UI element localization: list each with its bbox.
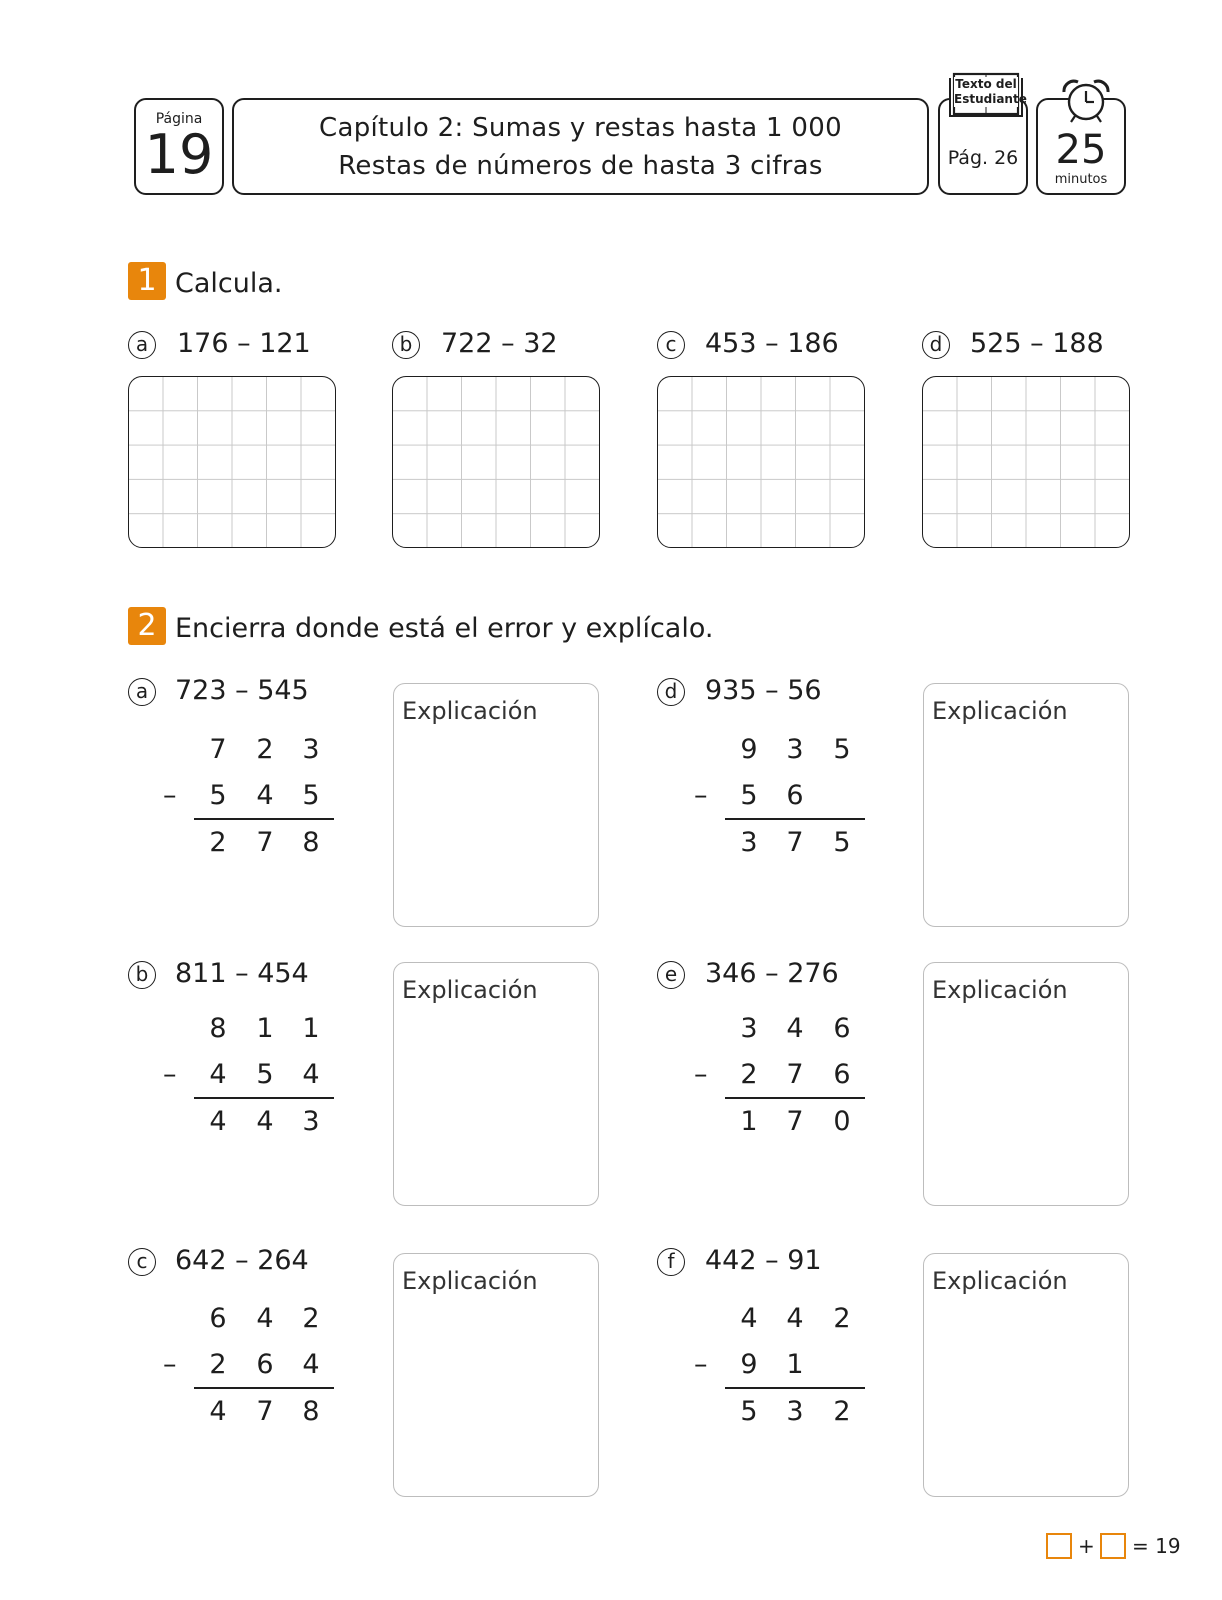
sum-line [194,1097,334,1099]
result-digit[interactable]: 7 [786,827,804,858]
top-digit: 6 [833,1013,851,1044]
item-letter: d [922,331,950,359]
item-expression: 442 – 91 [705,1245,822,1276]
sum-line [725,1097,865,1099]
result-digit[interactable]: 7 [256,827,274,858]
bottom-digit: 4 [256,780,274,811]
top-digit: 3 [786,734,804,765]
sum-line [725,818,865,820]
bottom-digit: 1 [786,1349,804,1380]
top-digit: 8 [209,1013,227,1044]
result-digit[interactable]: 4 [209,1396,227,1427]
item-letter: a [128,678,156,706]
result-digit[interactable]: 3 [302,1106,320,1137]
top-digit: 6 [209,1303,227,1334]
footer-box-left[interactable] [1046,1533,1072,1559]
result-digit[interactable]: 7 [256,1396,274,1427]
top-digit: 2 [256,734,274,765]
footer-plus: + [1078,1534,1095,1558]
item-expression: 935 – 56 [705,675,822,706]
item-expression: 723 – 545 [175,675,309,706]
item-expression: 642 – 264 [175,1245,309,1276]
answer-grid[interactable] [657,376,865,548]
bottom-digit: 5 [740,780,758,811]
book-icon [946,72,1026,122]
explanation-box[interactable] [393,1253,599,1497]
item-expression: 722 – 32 [441,328,558,359]
item-letter: b [128,961,156,989]
result-digit[interactable]: 5 [833,827,851,858]
top-digit: 4 [740,1303,758,1334]
bottom-digit: 7 [786,1059,804,1090]
top-digit: 1 [302,1013,320,1044]
bottom-digit: 4 [302,1059,320,1090]
explanation-label: Explicación [932,697,1068,725]
result-digit[interactable]: 1 [740,1106,758,1137]
result-digit[interactable]: 4 [256,1106,274,1137]
result-digit[interactable]: 0 [833,1106,851,1137]
result-digit[interactable]: 7 [786,1106,804,1137]
item-expression: 346 – 276 [705,958,839,989]
bottom-digit: 4 [302,1349,320,1380]
result-digit[interactable]: 3 [740,827,758,858]
minus-sign: – [163,780,177,811]
textbook-label-line1: Texto del [955,77,1017,91]
explanation-box[interactable] [923,1253,1129,1497]
footer-total: = 19 [1132,1534,1181,1558]
top-digit: 4 [786,1303,804,1334]
minus-sign: – [163,1349,177,1380]
item-letter: e [657,961,685,989]
minus-sign: – [694,1059,708,1090]
top-digit: 4 [256,1303,274,1334]
explanation-label: Explicación [402,1267,538,1295]
textbook-label-line2: Estudiante [954,92,1027,106]
chapter-title: Capítulo 2: Sumas y restas hasta 1 000 [319,112,842,143]
explanation-label: Explicación [932,1267,1068,1295]
sum-line [725,1387,865,1389]
explanation-box[interactable] [923,683,1129,927]
sum-line [194,818,334,820]
explanation-box[interactable] [923,962,1129,1206]
answer-grid[interactable] [922,376,1130,548]
item-expression: 453 – 186 [705,328,839,359]
result-digit[interactable]: 2 [209,827,227,858]
answer-grid[interactable] [128,376,336,548]
textbook-page: Pág. 26 [947,147,1019,169]
item-letter: d [657,678,685,706]
top-digit: 7 [209,734,227,765]
page-number: 19 [144,122,214,186]
bottom-digit: 6 [256,1349,274,1380]
item-letter: c [128,1248,156,1276]
top-digit: 2 [833,1303,851,1334]
result-digit[interactable]: 5 [740,1396,758,1427]
top-digit: 4 [786,1013,804,1044]
explanation-box[interactable] [393,683,599,927]
item-expression: 525 – 188 [970,328,1104,359]
bottom-digit: 5 [302,780,320,811]
bottom-digit: 6 [833,1059,851,1090]
top-digit: 3 [740,1013,758,1044]
result-digit[interactable]: 4 [209,1106,227,1137]
section-1-title: Calcula. [175,268,283,299]
top-digit: 2 [302,1303,320,1334]
result-digit[interactable]: 3 [786,1396,804,1427]
minus-sign: – [694,1349,708,1380]
item-expression: 176 – 121 [177,328,311,359]
item-letter: f [657,1248,685,1276]
result-digit[interactable]: 2 [833,1396,851,1427]
section-2-title: Encierra donde está el error y explícalo. [175,613,714,644]
result-digit[interactable]: 8 [302,827,320,858]
item-letter: b [392,331,420,359]
chapter-subtitle: Restas de números de hasta 3 cifras [338,150,823,181]
minus-sign: – [694,780,708,811]
item-letter: c [657,331,685,359]
time-value: 25 [1055,127,1107,173]
bottom-digit: 5 [256,1059,274,1090]
minus-sign: – [163,1059,177,1090]
sum-line [194,1387,334,1389]
time-unit: minutos [1054,172,1108,187]
answer-grid[interactable] [392,376,600,548]
explanation-label: Explicación [402,976,538,1004]
top-digit: 9 [740,734,758,765]
page-label: Página [155,110,203,127]
item-expression: 811 – 454 [175,958,309,989]
page-number-box [134,98,224,195]
top-digit: 3 [302,734,320,765]
top-digit: 5 [833,734,851,765]
bottom-digit: 2 [209,1349,227,1380]
section-2-badge: 2 [128,607,166,645]
bottom-digit: 2 [740,1059,758,1090]
bottom-digit: 5 [209,780,227,811]
alarm-clock-icon [1058,78,1114,130]
item-letter: a [128,331,156,359]
bottom-digit: 9 [740,1349,758,1380]
chapter-title-box [232,98,929,195]
explanation-box[interactable] [393,962,599,1206]
explanation-label: Explicación [932,976,1068,1004]
bottom-digit: 6 [786,780,804,811]
top-digit: 1 [256,1013,274,1044]
section-1-badge: 1 [128,262,166,300]
result-digit[interactable]: 8 [302,1396,320,1427]
bottom-digit: 4 [209,1059,227,1090]
explanation-label: Explicación [402,697,538,725]
footer-box-right[interactable] [1100,1533,1126,1559]
